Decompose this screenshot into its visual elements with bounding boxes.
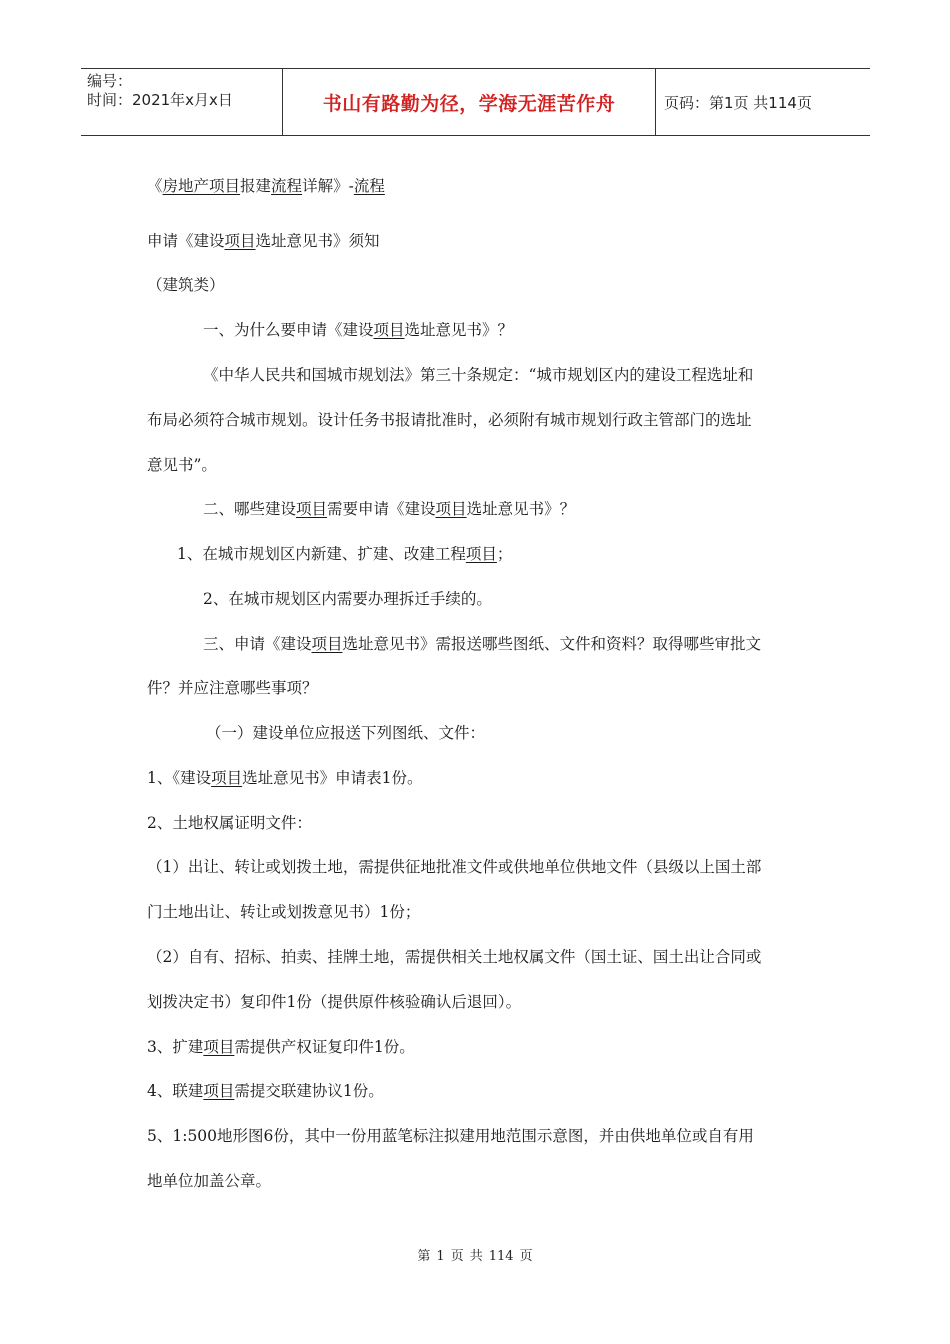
header-page-number: 页码：第1页 共114页 bbox=[664, 93, 812, 112]
section-heading: 三、申请《建设项目选址意见书》需报送哪些图纸、文件和资料？取得哪些审批文 bbox=[203, 635, 762, 653]
document-date: 时间：2021年x月x日 bbox=[87, 91, 233, 109]
list-item: 1、在城市规划区内新建、扩建、改建工程项目； bbox=[177, 545, 513, 563]
paragraph: 件？并应注意哪些事项？ bbox=[147, 679, 318, 697]
paragraph: （建筑类） bbox=[147, 276, 225, 294]
header-divider bbox=[655, 69, 656, 135]
list-item: 5、1:500地形图6份，其中一份用蓝笔标注拟建用地范围示意图，并由供地单位或自有用 bbox=[147, 1127, 754, 1145]
list-item: 2、在城市规划区内需要办理拆迁手续的。 bbox=[203, 590, 492, 608]
list-item: 1、《建设项目选址意见书》申请表1份。 bbox=[147, 769, 423, 787]
list-item: 4、联建项目需提交联建协议1份。 bbox=[147, 1082, 384, 1100]
header-meta bbox=[87, 72, 233, 110]
list-item: 门土地出让、转让或划拨意见书）1份； bbox=[147, 903, 421, 921]
list-item: （1）出让、转让或划拨土地，需提供征地批准文件或供地单位供地文件（县级以上国土部 bbox=[147, 858, 762, 876]
paragraph: 意见书”。 bbox=[147, 456, 217, 474]
subsection-heading: （一）建设单位应报送下列图纸、文件： bbox=[206, 724, 486, 742]
header-divider bbox=[282, 69, 283, 135]
list-item: 3、扩建项目需提供产权证复印件1份。 bbox=[147, 1038, 415, 1056]
footer-total-pages: 114 bbox=[488, 1249, 514, 1264]
section-heading: 一、为什么要申请《建设项目选址意见书》？ bbox=[203, 321, 514, 339]
document-number-label: 编号： bbox=[87, 72, 133, 90]
page-header bbox=[81, 68, 870, 136]
page-footer: 第 1 页 共 114 页 bbox=[417, 1249, 533, 1264]
paragraph: 申请《建设项目选址意见书》须知 bbox=[147, 232, 380, 250]
paragraph: 《中华人民共和国城市规划法》第三十条规定：“城市规划区内的建设工程选址和 bbox=[203, 366, 754, 384]
section-heading: 二、哪些建设项目需要申请《建设项目选址意见书》？ bbox=[203, 500, 576, 518]
paragraph: 布局必须符合城市规划。设计任务书报请批准时，必须附有城市规划行政主管部门的选址 bbox=[147, 411, 752, 429]
footer-page-number: 1 bbox=[436, 1249, 445, 1264]
list-item: 地单位加盖公章。 bbox=[147, 1172, 272, 1190]
document-title: 《房地产项目报建流程详解》-流程 bbox=[147, 177, 385, 195]
list-item: 2、土地权属证明文件： bbox=[147, 814, 312, 832]
header-motto: 书山有路勤为径，学海无涯苦作舟 bbox=[322, 92, 616, 115]
list-item: 划拨决定书）复印件1份（提供原件核验确认后退回）。 bbox=[147, 993, 522, 1011]
list-item: （2）自有、招标、拍卖、挂牌土地，需提供相关土地权属文件（国土证、国土出让合同或 bbox=[147, 948, 762, 966]
